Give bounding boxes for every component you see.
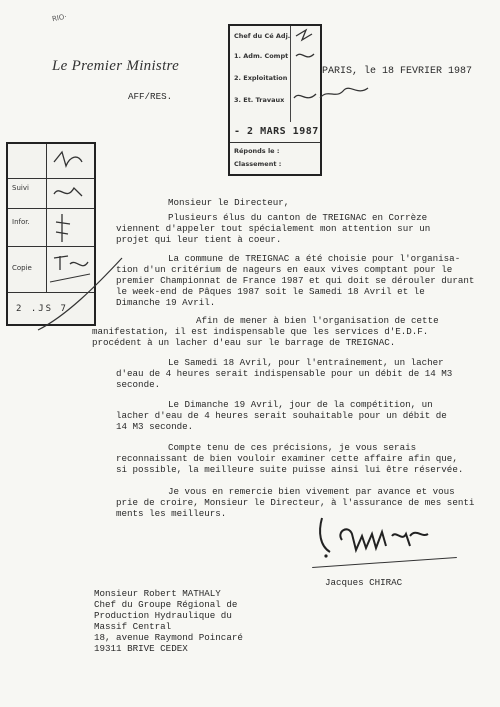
- text-line: prie de croire, Monsieur le Directeur, à l'assurance de mes senti: [116, 497, 475, 508]
- text-line: ments les meilleurs.: [116, 508, 227, 519]
- stamp-label: Infor.: [12, 218, 30, 226]
- paragraph: [116, 212, 486, 245]
- stamp-label: Copie: [12, 264, 32, 272]
- text-line: Le Dimanche 19 Avril, jour de la compétition, un: [168, 399, 433, 410]
- initials-marks: [292, 28, 318, 124]
- address-line: Monsieur Robert MATHALY: [94, 588, 221, 599]
- text-line: Afin de mener à bien l'organisation de cette: [196, 315, 439, 326]
- stamp-row: Chef du Cé Adj.: [234, 32, 291, 40]
- stamp-row: 1. Adm. Compt: [234, 52, 289, 60]
- stamp-row: 3. Et. Travaux: [234, 96, 285, 104]
- text-line: procédent à un lacher d'eau sur le barrage de TREIGNAC.: [92, 337, 396, 348]
- paragraph: [116, 253, 486, 308]
- stamp-label: Suivi: [12, 184, 29, 192]
- text-line: La commune de TREIGNAC a été choisie pour l'organisa-: [168, 253, 461, 264]
- dateline: PARIS, le 18 FEVRIER 1987: [322, 66, 473, 77]
- filing-label: Classement :: [234, 160, 282, 168]
- text-line: Je vous en remercie bien vivement par avance et vous: [168, 486, 455, 497]
- text-line: si possible, la meilleure suite puisse ainsi lui être réservée.: [116, 464, 464, 475]
- text-line: Dimanche 19 Avril.: [116, 297, 216, 308]
- address-line: 18, avenue Raymond Poincaré: [94, 632, 243, 643]
- text-line: d'eau de 4 heures serait indispensable pour un débit de 14 M3: [116, 368, 453, 379]
- text-line: 14 M3 seconde.: [116, 421, 194, 432]
- text-line: Le Samedi 18 Avril, pour l'entraînement, un lacher: [168, 357, 444, 368]
- address-line: Production Hydraulique du: [94, 610, 232, 621]
- text-line: reconnaissant de bien vouloir examiner cette affaire afin que,: [116, 453, 458, 464]
- recipient-address: [94, 588, 243, 654]
- text-line: lacher d'eau de 4 heures serait souhaitable pour un débit de: [116, 410, 447, 421]
- address-line: Chef du Groupe Régional de: [94, 599, 238, 610]
- address-line: 19311 BRIVE CEDEX: [94, 643, 188, 654]
- text-line: le week-end de Pâques 1987 soit le Samedi 18 Avril et le: [116, 286, 425, 297]
- text-line: Compte tenu de ces précisions, je vous serais: [168, 442, 417, 453]
- stamp-row: 2. Exploitation: [234, 74, 288, 82]
- letterhead: Le Premier Ministre: [52, 58, 180, 74]
- reference: AFF/RES.: [128, 91, 173, 102]
- address-line: Massif Central: [94, 621, 172, 632]
- received-date: - 2 MARS 1987: [234, 126, 319, 137]
- paragraph: [116, 442, 486, 475]
- routing-stamp: [228, 24, 322, 176]
- text-line: Plusieurs élus du canton de TREIGNAC en Corrèze: [168, 212, 428, 223]
- text-line: manifestation, il est indispensable que les services d'E.D.F.: [92, 326, 429, 337]
- stamp-separator: [230, 142, 320, 143]
- text-line: tion d'un critérium de nageurs en eaux vives comptant pour le: [116, 264, 453, 275]
- reply-label: Réponds le :: [234, 147, 280, 155]
- paragraph: [116, 399, 486, 432]
- top-scribble: RIO·: [51, 12, 68, 24]
- stamp-divider: [290, 26, 291, 122]
- text-line: seconde.: [116, 379, 161, 390]
- handwritten-mark: [318, 80, 372, 104]
- tracking-date: 2 .JS 7: [16, 304, 68, 314]
- text-line: viennent d'appeler tout spécialement mon attention sur un: [116, 223, 431, 234]
- signer-name: Jacques CHIRAC: [325, 577, 403, 588]
- paragraph: [116, 357, 486, 390]
- handwritten-signature: [312, 512, 432, 562]
- salutation: Monsieur le Directeur,: [168, 197, 290, 208]
- paragraph: [92, 315, 462, 348]
- text-line: premier Championnat de France 1987 et qui doit se dérouler durant: [116, 275, 475, 286]
- text-line: projet qui leur tient à coeur.: [116, 234, 282, 245]
